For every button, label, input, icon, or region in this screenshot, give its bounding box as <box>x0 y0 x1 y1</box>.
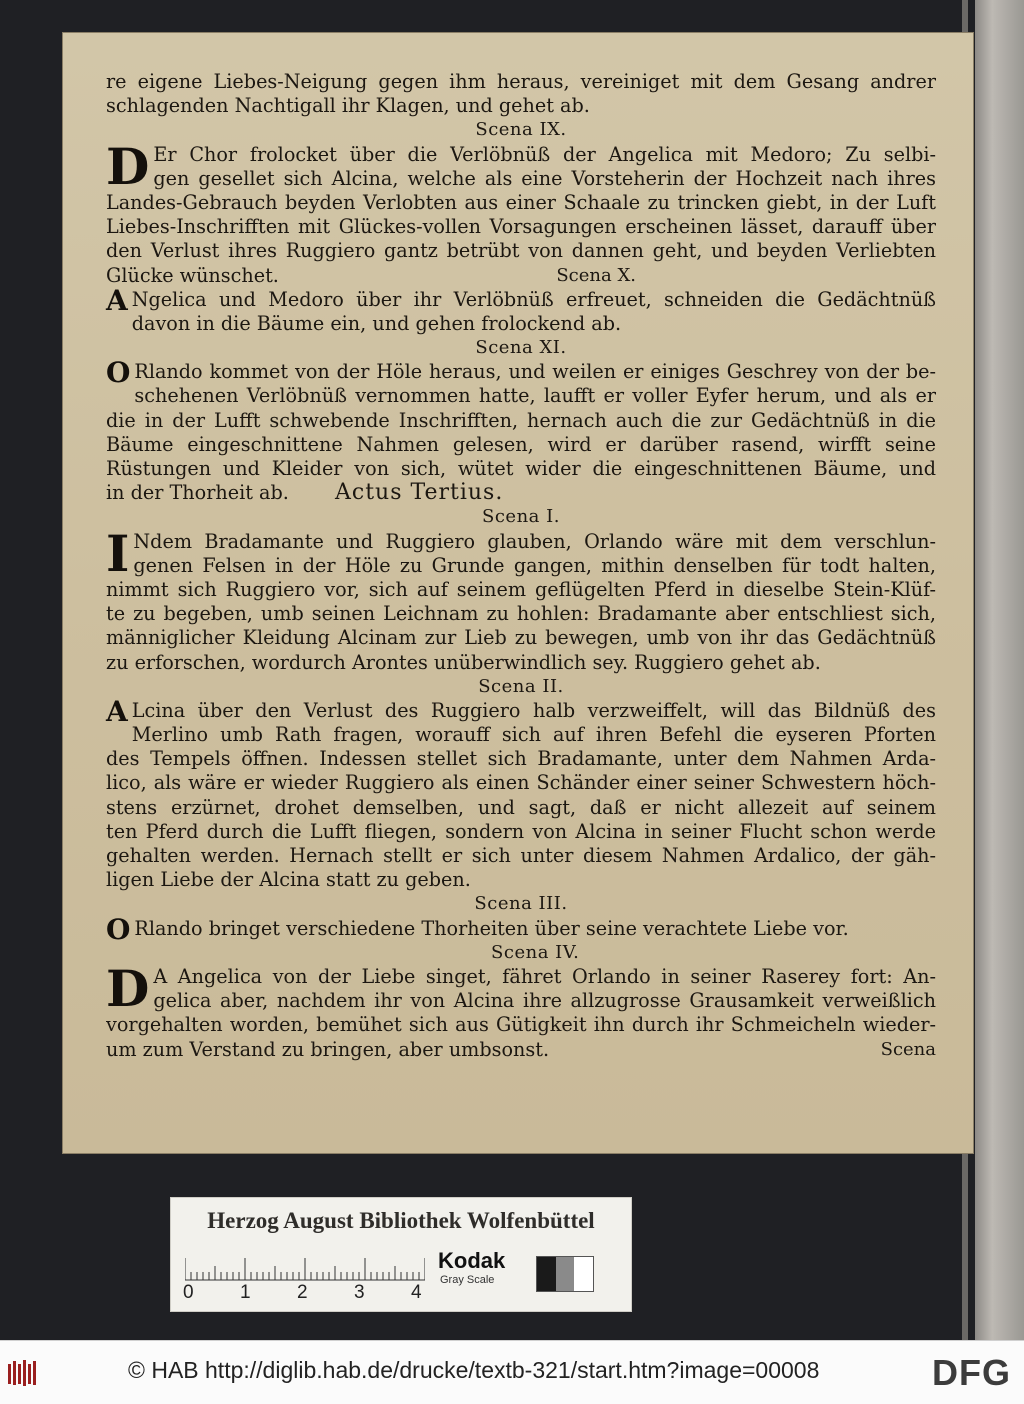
text-line: Er Chor frolocket über die Verlöbnüß der Angelica mit Medoro; Zu selbi- <box>153 142 936 166</box>
initial-letter: O <box>106 356 131 390</box>
text-line: Rlando kommet von der Höle heraus, und weilen er einiges Geschrey von der be- <box>134 360 936 384</box>
text-line: schlagenden Nachtigall ihr Klagen, und gehet ab. <box>106 94 590 118</box>
text-line: Rlando bringet verschiedene Thorheiten über seine verachtete Liebe vor. <box>134 916 849 940</box>
ruler-number: 1 <box>240 1282 251 1303</box>
next-page-edge <box>975 0 1024 1340</box>
text-line: gelica aber, nachdem ihr von Alcina ihre allzugrosse Grausamkeit verweißlich <box>153 989 936 1013</box>
hab-logo-icon <box>6 1358 40 1388</box>
text-line: die in der Lufft schwebende Inschrifften, hernach auch die zur Gedächtnüß in die <box>106 408 936 432</box>
initial-letter: O <box>106 912 131 946</box>
text-line: re eigene Liebes-Neigung gegen ihm heraus, vereiniget mit dem Gesang andrer <box>106 70 936 93</box>
text-line-with-heading <box>106 264 936 288</box>
text-line: genen Felsen in der Höle zu Grunde gangen, mithin denselben für todt halten, <box>133 553 936 577</box>
text-line: Lcina über den Verlust des Ruggiero halb verzweiffelt, will das Bildnüß des <box>131 698 936 722</box>
dfg-logo: DFG <box>932 1352 1011 1393</box>
text-line: Merlino umb Rath fragen, worauff sich auf ihren Befehl die eyseren Pforten <box>131 723 936 747</box>
page-text <box>106 70 936 1062</box>
initial-letter: I <box>106 523 130 583</box>
scene-heading: Scena IX. <box>475 119 567 141</box>
text-line: des Tempels öffnen. Indessen stellet sich Bradamante, unter dem Nahmen Arda- <box>106 747 936 771</box>
text-line: lico, als wäre er wieder Ruggiero als einen Schänder einer seiner Schwestern höch- <box>106 771 936 795</box>
text-line: Liebes-Inschrifften mit Glückes-vollen Vorsagungen erscheinen lässet, darauff über <box>106 215 936 239</box>
text-line: nimmt sich Ruggiero vor, sich auf seinem geflügelten Pferd in dieselbe Stein-Klüf- <box>106 577 936 601</box>
library-name: Herzog August Bibliothek Wolfenbüttel <box>207 1208 595 1233</box>
text-line: stens erzürnet, drohet demselben, und sagt, daß er nicht allezeit auf seinem <box>106 795 936 819</box>
swatch-dark <box>537 1257 556 1291</box>
text-line: schehenen Verlöbnüß vernommen hatte, laufft er voller Eyfer herum, und als er <box>134 384 936 408</box>
text-line: zu erforschen, wordurch Arontes unüberwindlich sey. Ruggiero gehet ab. <box>106 650 821 674</box>
act-heading: Actus Tertius. <box>334 481 504 506</box>
text-line: Landes-Gebrauch beyden Verlobten aus einer Schaale zu trincken giebt, in der Luft <box>106 190 936 214</box>
text-line: Ngelica und Medoro über ihr Verlöbnüß erfreuet, schneiden die Gedächtnüß <box>131 287 936 311</box>
initial-letter: D <box>106 136 150 196</box>
text-line: ligen Liebe der Alcina statt zu geben. <box>106 868 471 892</box>
text-line: gen gesellet sich Alcina, welche als eine Vorsteherin der Hochzeit nach ihres <box>153 166 936 190</box>
text-line: Ndem Bradamante und Ruggiero glauben, Orlando wäre mit dem verschlun- <box>133 529 936 553</box>
text-line: Glücke wünschet. <box>106 263 279 287</box>
ruler-number: 2 <box>297 1282 308 1303</box>
gray-swatches <box>536 1256 594 1292</box>
text-line: um zum Verstand zu bringen, aber umbsonst. <box>106 1037 550 1061</box>
scene-heading: Scena II. <box>478 675 564 697</box>
text-line: in der Thorheit ab. <box>106 481 289 505</box>
text-line: te zu begeben, umb seinen Leichnam zu hohlen: Bradamante aber entschliest sich, <box>106 602 936 626</box>
ruler-number: 4 <box>411 1282 422 1303</box>
initial-letter: D <box>106 958 150 1018</box>
text-line: A Angelica von der Liebe singet, fähret Orlando in seiner Raserey fort: An- <box>153 964 936 988</box>
swatch-mid <box>556 1257 574 1291</box>
ruler-number: 0 <box>183 1282 194 1303</box>
scene-heading: Scena XI. <box>475 337 567 359</box>
ruler-scale <box>185 1242 425 1282</box>
scene-heading: Scena IV. <box>491 941 580 963</box>
swatch-light <box>574 1257 593 1291</box>
source-url[interactable]: © HAB http://diglib.hab.de/drucke/textb-321/start.htm?image=00008 <box>128 1357 820 1383</box>
ruler-numbers <box>185 1282 425 1306</box>
text-line: den Verlust ihres Ruggiero gantz betrübt von dannen geht, und beyden Verliebten <box>106 239 936 263</box>
text-line: gehalten werden. Hernach stellt er sich unter diesem Nahmen Ardalico, der gäh- <box>106 844 936 867</box>
document-page <box>62 32 974 1154</box>
library-color-card <box>170 1197 632 1312</box>
text-line-with-catchword <box>106 1038 936 1062</box>
footer-bar <box>0 1340 1024 1404</box>
text-line-with-act <box>106 481 936 505</box>
scene-heading: Scena I. <box>482 506 560 528</box>
text-line: männiglicher Kleidung Alcinam zur Lieb zu bewegen, umb von ihr das Gedächtnüß <box>106 626 936 650</box>
scene-heading: Scena III. <box>474 893 568 915</box>
initial-letter: A <box>106 283 128 317</box>
text-line: Bäume eingeschnittene Nahmen gelesen, wird er darüber rasend, wirfft seine <box>106 432 936 456</box>
text-line: davon in die Bäume ein, und gehen frolockend ab. <box>131 311 622 335</box>
scene-heading: Scena X. <box>556 264 636 286</box>
initial-letter: A <box>106 694 128 728</box>
kodak-logo: Kodak <box>438 1248 506 1273</box>
ruler-number: 3 <box>354 1282 365 1303</box>
text-line: ten Pferd durch die Lufft fliegen, sondern von Alcina in seiner Flucht schon werde <box>106 819 936 843</box>
gray-scale-label: Gray Scale <box>440 1274 495 1286</box>
text-line: vorgehalten worden, bemühet sich aus Gütigkeit ihn durch ihr Schmeicheln wieder- <box>106 1013 936 1037</box>
catchword: Scena <box>880 1038 936 1060</box>
text-line: Rüstungen und Kleider von sich, wütet wider die eingeschnittenen Bäume, und <box>106 457 936 480</box>
